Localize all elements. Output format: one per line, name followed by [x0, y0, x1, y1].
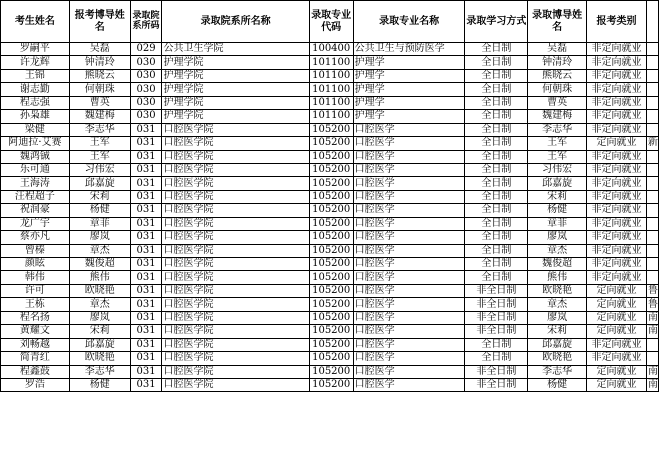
- cell-application-type: 非定向就业: [587, 123, 647, 136]
- cell-dept-code: 031: [130, 284, 162, 297]
- cell-major-code: 105200: [309, 298, 353, 311]
- cell-extra: [646, 231, 658, 244]
- cell-major-name: 口腔医学: [353, 217, 465, 230]
- cell-study-mode: 全日制: [465, 177, 528, 190]
- table-row: [1, 43, 659, 56]
- cell-major-code: 105200: [309, 271, 353, 284]
- cell-study-mode: 全日制: [465, 43, 528, 56]
- cell-applied-supervisor: 章菲: [69, 217, 130, 230]
- cell-major-name: 护理学: [353, 110, 465, 123]
- cell-dept-code: 031: [130, 258, 162, 271]
- table-row: [1, 150, 659, 163]
- cell-student-name: 王锦: [1, 69, 70, 82]
- cell-dept-code: 031: [130, 123, 162, 136]
- cell-student-name: 汪程超子: [1, 190, 70, 203]
- cell-application-type: 非定向就业: [587, 83, 647, 96]
- cell-major-code: 105200: [309, 123, 353, 136]
- cell-major-name: 口腔医学: [353, 352, 465, 365]
- cell-admitted-supervisor: 杨健: [528, 204, 587, 217]
- cell-admitted-supervisor: 魏建梅: [528, 110, 587, 123]
- cell-student-name: 黄耀文: [1, 325, 70, 338]
- cell-application-type: 非定向就业: [587, 204, 647, 217]
- cell-major-name: 口腔医学: [353, 244, 465, 257]
- cell-dept-code: 029: [130, 43, 162, 56]
- table-row: [1, 271, 659, 284]
- cell-student-name: 颜眩: [1, 258, 70, 271]
- cell-major-name: 口腔医学: [353, 271, 465, 284]
- table-row: [1, 137, 659, 150]
- table-row: [1, 258, 659, 271]
- cell-student-name: 罗浩: [1, 378, 70, 391]
- cell-application-type: 非定向就业: [587, 338, 647, 351]
- cell-application-type: 非定向就业: [587, 177, 647, 190]
- table-row: [1, 83, 659, 96]
- cell-major-code: 105200: [309, 325, 353, 338]
- cell-major-name: 口腔医学: [353, 137, 465, 150]
- cell-extra: [646, 56, 658, 69]
- cell-application-type: 非定向就业: [587, 231, 647, 244]
- cell-major-code: 105200: [309, 231, 353, 244]
- cell-student-name: 王栋: [1, 298, 70, 311]
- cell-major-code: 105200: [309, 352, 353, 365]
- cell-application-type: 非定向就业: [587, 96, 647, 109]
- table-row: [1, 325, 659, 338]
- cell-major-code: 105200: [309, 284, 353, 297]
- header-row: [1, 1, 659, 43]
- cell-student-name: 魏鸿铖: [1, 150, 70, 163]
- cell-study-mode: 非全日制: [465, 311, 528, 324]
- cell-application-type: 非定向就业: [587, 56, 647, 69]
- cell-admitted-supervisor: 钟清玲: [528, 56, 587, 69]
- cell-applied-supervisor: 吴磊: [69, 43, 130, 56]
- cell-application-type: 定向就业: [587, 325, 647, 338]
- cell-application-type: 非定向就业: [587, 244, 647, 257]
- cell-dept-code: 031: [130, 352, 162, 365]
- cell-dept-name: 口腔医学院: [162, 365, 309, 378]
- cell-dept-name: 口腔医学院: [162, 311, 309, 324]
- cell-dept-name: 公共卫生学院: [162, 43, 309, 56]
- cell-applied-supervisor: 宋莉: [69, 325, 130, 338]
- cell-dept-name: 护理学院: [162, 56, 309, 69]
- cell-applied-supervisor: 杨健: [69, 378, 130, 391]
- cell-application-type: 非定向就业: [587, 110, 647, 123]
- cell-extra: 南: [647, 325, 658, 337]
- cell-admitted-supervisor: 宋莉: [528, 325, 587, 338]
- cell-dept-code: 031: [130, 365, 162, 378]
- cell-study-mode: 全日制: [465, 244, 528, 257]
- cell-dept-code: 031: [130, 177, 162, 190]
- cell-major-code: 100400: [309, 43, 353, 56]
- table-row: [1, 163, 659, 176]
- cell-study-mode: 非全日制: [465, 298, 528, 311]
- cell-extra: [646, 83, 658, 96]
- cell-applied-supervisor: 熊晓云: [69, 69, 130, 82]
- cell-extra: [646, 96, 658, 109]
- cell-major-code: 101100: [309, 56, 353, 69]
- cell-student-name: 程名扬: [1, 311, 70, 324]
- cell-major-code: 101100: [309, 69, 353, 82]
- cell-major-code: 105200: [309, 204, 353, 217]
- cell-student-name: 韩伟: [1, 271, 70, 284]
- cell-admitted-supervisor: 王军: [528, 150, 587, 163]
- cell-admitted-supervisor: 习伟宏: [528, 163, 587, 176]
- cell-student-name: 谢志勤: [1, 83, 70, 96]
- cell-admitted-supervisor: 廖岚: [528, 311, 587, 324]
- cell-extra: [646, 163, 658, 176]
- cell-dept-code: 031: [130, 150, 162, 163]
- table-row: [1, 56, 659, 69]
- cell-student-name: 程志强: [1, 96, 70, 109]
- cell-study-mode: 全日制: [465, 123, 528, 136]
- cell-dept-code: 030: [130, 110, 162, 123]
- cell-major-name: 护理学: [353, 56, 465, 69]
- cell-applied-supervisor: 章杰: [69, 244, 130, 257]
- cell-dept-name: 口腔医学院: [162, 150, 309, 163]
- cell-applied-supervisor: 熊伟: [69, 271, 130, 284]
- header-extra: [646, 1, 658, 43]
- cell-applied-supervisor: 李志华: [69, 365, 130, 378]
- cell-student-name: 祝润豪: [1, 204, 70, 217]
- cell-major-name: 口腔医学: [353, 231, 465, 244]
- cell-major-name: 口腔医学: [353, 365, 465, 378]
- cell-application-type: 非定向就业: [587, 217, 647, 230]
- cell-major-code: 105200: [309, 217, 353, 230]
- cell-admitted-supervisor: 欧晓艳: [528, 284, 587, 297]
- cell-applied-supervisor: 魏俊超: [69, 258, 130, 271]
- cell-student-name: 孙枭雄: [1, 110, 70, 123]
- cell-admitted-supervisor: 李志华: [528, 123, 587, 136]
- cell-major-name: 口腔医学: [353, 338, 465, 351]
- cell-major-code: 101100: [309, 96, 353, 109]
- cell-major-code: 101100: [309, 83, 353, 96]
- cell-extra: [646, 177, 658, 190]
- cell-admitted-supervisor: 熊伟: [528, 271, 587, 284]
- cell-dept-code: 031: [130, 190, 162, 203]
- cell-application-type: 定向就业: [587, 365, 647, 378]
- cell-admitted-supervisor: 杨健: [528, 378, 587, 391]
- cell-major-name: 口腔医学: [353, 325, 465, 338]
- cell-dept-code: 030: [130, 56, 162, 69]
- cell-study-mode: 全日制: [465, 110, 528, 123]
- cell-study-mode: 全日制: [465, 163, 528, 176]
- cell-extra: [646, 190, 658, 203]
- cell-dept-code: 031: [130, 137, 162, 150]
- cell-admitted-supervisor: 何朝珠: [528, 83, 587, 96]
- cell-major-code: 105200: [309, 365, 353, 378]
- cell-dept-name: 口腔医学院: [162, 204, 309, 217]
- cell-extra: [646, 271, 658, 284]
- header-major-code: 录取专业代码: [309, 1, 353, 43]
- cell-admitted-supervisor: 吴磊: [528, 43, 587, 56]
- cell-dept-name: 护理学院: [162, 83, 309, 96]
- cell-major-code: 105200: [309, 150, 353, 163]
- cell-extra: [646, 258, 658, 271]
- cell-applied-supervisor: 欧晓艳: [69, 284, 130, 297]
- cell-major-name: 口腔医学: [353, 258, 465, 271]
- cell-extra: 鲁: [647, 285, 658, 297]
- cell-dept-code: 031: [130, 244, 162, 257]
- header-applied-supervisor: 报考博导姓名: [69, 1, 130, 43]
- cell-dept-name: 护理学院: [162, 96, 309, 109]
- cell-study-mode: 全日制: [465, 69, 528, 82]
- cell-major-name: 口腔医学: [353, 123, 465, 136]
- cell-study-mode: 非全日制: [465, 284, 528, 297]
- cell-student-name: 王海涛: [1, 177, 70, 190]
- cell-extra: 南: [647, 379, 658, 391]
- cell-application-type: 非定向就业: [587, 163, 647, 176]
- cell-student-name: 许龙辉: [1, 56, 70, 69]
- cell-student-name: 蔡亦凡: [1, 231, 70, 244]
- cell-admitted-supervisor: 章杰: [528, 244, 587, 257]
- cell-admitted-supervisor: 欧晓艳: [528, 352, 587, 365]
- table-row: [1, 231, 659, 244]
- cell-major-name: 护理学: [353, 83, 465, 96]
- cell-dept-code: 030: [130, 96, 162, 109]
- table-row: [1, 123, 659, 136]
- cell-applied-supervisor: 王军: [69, 137, 130, 150]
- table-row: [1, 311, 659, 324]
- table-row: [1, 338, 659, 351]
- cell-applied-supervisor: 魏建梅: [69, 110, 130, 123]
- cell-dept-code: 031: [130, 271, 162, 284]
- cell-admitted-supervisor: 章杰: [528, 298, 587, 311]
- cell-study-mode: 非全日制: [465, 365, 528, 378]
- cell-applied-supervisor: 杨健: [69, 204, 130, 217]
- cell-study-mode: 全日制: [465, 352, 528, 365]
- cell-applied-supervisor: 廖岚: [69, 231, 130, 244]
- cell-dept-name: 护理学院: [162, 69, 309, 82]
- cell-major-name: 公共卫生与预防医学: [353, 43, 465, 56]
- cell-student-name: 阿迪拉·艾赛: [1, 137, 70, 150]
- table-row: [1, 190, 659, 203]
- cell-dept-name: 口腔医学院: [162, 284, 309, 297]
- cell-student-name: 程鑫鼓: [1, 365, 70, 378]
- cell-applied-supervisor: 欧晓艳: [69, 352, 130, 365]
- cell-student-name: 许可: [1, 284, 70, 297]
- cell-dept-code: 031: [130, 217, 162, 230]
- cell-major-name: 口腔医学: [353, 378, 465, 391]
- cell-major-name: 口腔医学: [353, 190, 465, 203]
- cell-dept-name: 口腔医学院: [162, 271, 309, 284]
- cell-dept-code: 030: [130, 69, 162, 82]
- cell-major-code: 101100: [309, 110, 353, 123]
- cell-dept-name: 口腔医学院: [162, 244, 309, 257]
- cell-extra: [646, 352, 658, 365]
- header-dept-name: 录取院系所名称: [162, 1, 309, 43]
- cell-applied-supervisor: 王军: [69, 150, 130, 163]
- cell-major-name: 护理学: [353, 96, 465, 109]
- table-row: [1, 110, 659, 123]
- cell-dept-code: 031: [130, 163, 162, 176]
- cell-dept-code: 031: [130, 231, 162, 244]
- cell-application-type: 定向就业: [587, 284, 647, 297]
- cell-extra: [646, 244, 658, 257]
- cell-dept-name: 口腔医学院: [162, 217, 309, 230]
- cell-extra: [646, 204, 658, 217]
- cell-admitted-supervisor: 魏俊超: [528, 258, 587, 271]
- cell-major-code: 105200: [309, 177, 353, 190]
- cell-major-code: 105200: [309, 163, 353, 176]
- table-body: [1, 43, 659, 392]
- cell-study-mode: 全日制: [465, 217, 528, 230]
- cell-applied-supervisor: 李志华: [69, 123, 130, 136]
- cell-major-name: 口腔医学: [353, 150, 465, 163]
- cell-dept-name: 口腔医学院: [162, 177, 309, 190]
- cell-application-type: 非定向就业: [587, 352, 647, 365]
- cell-application-type: 定向就业: [587, 298, 647, 311]
- table-row: [1, 298, 659, 311]
- header-major-name: 录取专业名称: [353, 1, 465, 43]
- header-study-mode: 录取学习方式: [465, 1, 528, 43]
- cell-student-name: 龙广宇: [1, 217, 70, 230]
- cell-study-mode: 全日制: [465, 150, 528, 163]
- cell-dept-name: 口腔医学院: [162, 231, 309, 244]
- cell-student-name: 乐可通: [1, 163, 70, 176]
- cell-study-mode: 全日制: [465, 83, 528, 96]
- cell-applied-supervisor: 章杰: [69, 298, 130, 311]
- cell-major-code: 105200: [309, 190, 353, 203]
- cell-major-name: 口腔医学: [353, 177, 465, 190]
- cell-major-name: 口腔医学: [353, 204, 465, 217]
- header-admitted-supervisor: 录取博导姓名: [528, 1, 587, 43]
- cell-application-type: 非定向就业: [587, 43, 647, 56]
- cell-study-mode: 全日制: [465, 190, 528, 203]
- cell-major-code: 105200: [309, 338, 353, 351]
- cell-dept-name: 护理学院: [162, 110, 309, 123]
- cell-study-mode: 非全日制: [465, 325, 528, 338]
- header-dept-code: 录取院系所码: [130, 1, 162, 43]
- cell-dept-name: 口腔医学院: [162, 352, 309, 365]
- cell-study-mode: 全日制: [465, 231, 528, 244]
- cell-dept-name: 口腔医学院: [162, 338, 309, 351]
- cell-major-name: 口腔医学: [353, 163, 465, 176]
- cell-study-mode: 全日制: [465, 204, 528, 217]
- header-application-type: 报考类别: [587, 1, 647, 43]
- cell-applied-supervisor: 曹英: [69, 96, 130, 109]
- cell-extra: [646, 69, 658, 82]
- cell-admitted-supervisor: 邱嘉旋: [528, 177, 587, 190]
- cell-dept-name: 口腔医学院: [162, 298, 309, 311]
- cell-study-mode: 全日制: [465, 271, 528, 284]
- cell-dept-name: 口腔医学院: [162, 190, 309, 203]
- cell-admitted-supervisor: 宋莉: [528, 190, 587, 203]
- cell-major-code: 105200: [309, 311, 353, 324]
- cell-application-type: 非定向就业: [587, 258, 647, 271]
- table-row: [1, 217, 659, 230]
- cell-dept-code: 031: [130, 378, 162, 391]
- cell-applied-supervisor: 邱嘉旋: [69, 177, 130, 190]
- cell-dept-name: 口腔医学院: [162, 163, 309, 176]
- cell-applied-supervisor: 习伟宏: [69, 163, 130, 176]
- cell-applied-supervisor: 钟清玲: [69, 56, 130, 69]
- cell-application-type: 非定向就业: [587, 69, 647, 82]
- cell-major-name: 口腔医学: [353, 311, 465, 324]
- cell-dept-code: 031: [130, 298, 162, 311]
- cell-dept-name: 口腔医学院: [162, 137, 309, 150]
- cell-extra: [646, 43, 658, 56]
- cell-applied-supervisor: 宋莉: [69, 190, 130, 203]
- cell-admitted-supervisor: 邱嘉旋: [528, 338, 587, 351]
- table-row: [1, 177, 659, 190]
- cell-study-mode: 非全日制: [465, 378, 528, 391]
- cell-extra: [646, 123, 658, 136]
- cell-major-code: 105200: [309, 244, 353, 257]
- cell-study-mode: 全日制: [465, 96, 528, 109]
- cell-study-mode: 全日制: [465, 338, 528, 351]
- table-row: [1, 96, 659, 109]
- cell-student-name: 简青红: [1, 352, 70, 365]
- table-row: [1, 284, 659, 297]
- cell-dept-code: 031: [130, 204, 162, 217]
- cell-extra: 鲁: [647, 298, 658, 310]
- cell-major-code: 105200: [309, 137, 353, 150]
- cell-extra: 南: [647, 365, 658, 377]
- table-row: [1, 69, 659, 82]
- header-student-name: 考生姓名: [1, 1, 70, 43]
- cell-major-code: 105200: [309, 378, 353, 391]
- cell-applied-supervisor: 何朝珠: [69, 83, 130, 96]
- cell-application-type: 定向就业: [587, 311, 647, 324]
- cell-study-mode: 全日制: [465, 56, 528, 69]
- cell-dept-name: 口腔医学院: [162, 378, 309, 391]
- table-row: [1, 365, 659, 378]
- table-row: [1, 378, 659, 391]
- cell-application-type: 非定向就业: [587, 190, 647, 203]
- cell-admitted-supervisor: 章菲: [528, 217, 587, 230]
- cell-study-mode: 全日制: [465, 137, 528, 150]
- cell-student-name: 梁健: [1, 123, 70, 136]
- cell-applied-supervisor: 邱嘉旋: [69, 338, 130, 351]
- cell-major-name: 口腔医学: [353, 298, 465, 311]
- cell-extra: [646, 150, 658, 163]
- cell-student-name: 罗嗣平: [1, 43, 70, 56]
- cell-dept-name: 口腔医学院: [162, 123, 309, 136]
- cell-application-type: 定向就业: [587, 378, 647, 391]
- cell-admitted-supervisor: 李志华: [528, 365, 587, 378]
- cell-student-name: 曾榛: [1, 244, 70, 257]
- cell-dept-code: 031: [130, 338, 162, 351]
- cell-major-code: 105200: [309, 258, 353, 271]
- cell-admitted-supervisor: 曹英: [528, 96, 587, 109]
- cell-major-name: 护理学: [353, 69, 465, 82]
- cell-extra: 南: [647, 311, 658, 323]
- cell-major-name: 口腔医学: [353, 284, 465, 297]
- cell-application-type: 定向就业: [587, 137, 647, 150]
- cell-extra: [646, 338, 658, 351]
- cell-application-type: 非定向就业: [587, 150, 647, 163]
- cell-study-mode: 全日制: [465, 258, 528, 271]
- table-row: [1, 244, 659, 257]
- table-row: [1, 352, 659, 365]
- cell-dept-code: 031: [130, 311, 162, 324]
- cell-application-type: 非定向就业: [587, 271, 647, 284]
- cell-dept-name: 口腔医学院: [162, 258, 309, 271]
- cell-extra: [646, 217, 658, 230]
- cell-admitted-supervisor: 廖岚: [528, 231, 587, 244]
- cell-admitted-supervisor: 熊晓云: [528, 69, 587, 82]
- cell-extra: 新: [647, 137, 658, 149]
- cell-dept-code: 030: [130, 83, 162, 96]
- cell-dept-name: 口腔医学院: [162, 325, 309, 338]
- cell-admitted-supervisor: 王军: [528, 137, 587, 150]
- cell-extra: [646, 110, 658, 123]
- cell-student-name: 刘畅越: [1, 338, 70, 351]
- table-row: [1, 204, 659, 217]
- cell-applied-supervisor: 廖岚: [69, 311, 130, 324]
- cell-dept-code: 031: [130, 325, 162, 338]
